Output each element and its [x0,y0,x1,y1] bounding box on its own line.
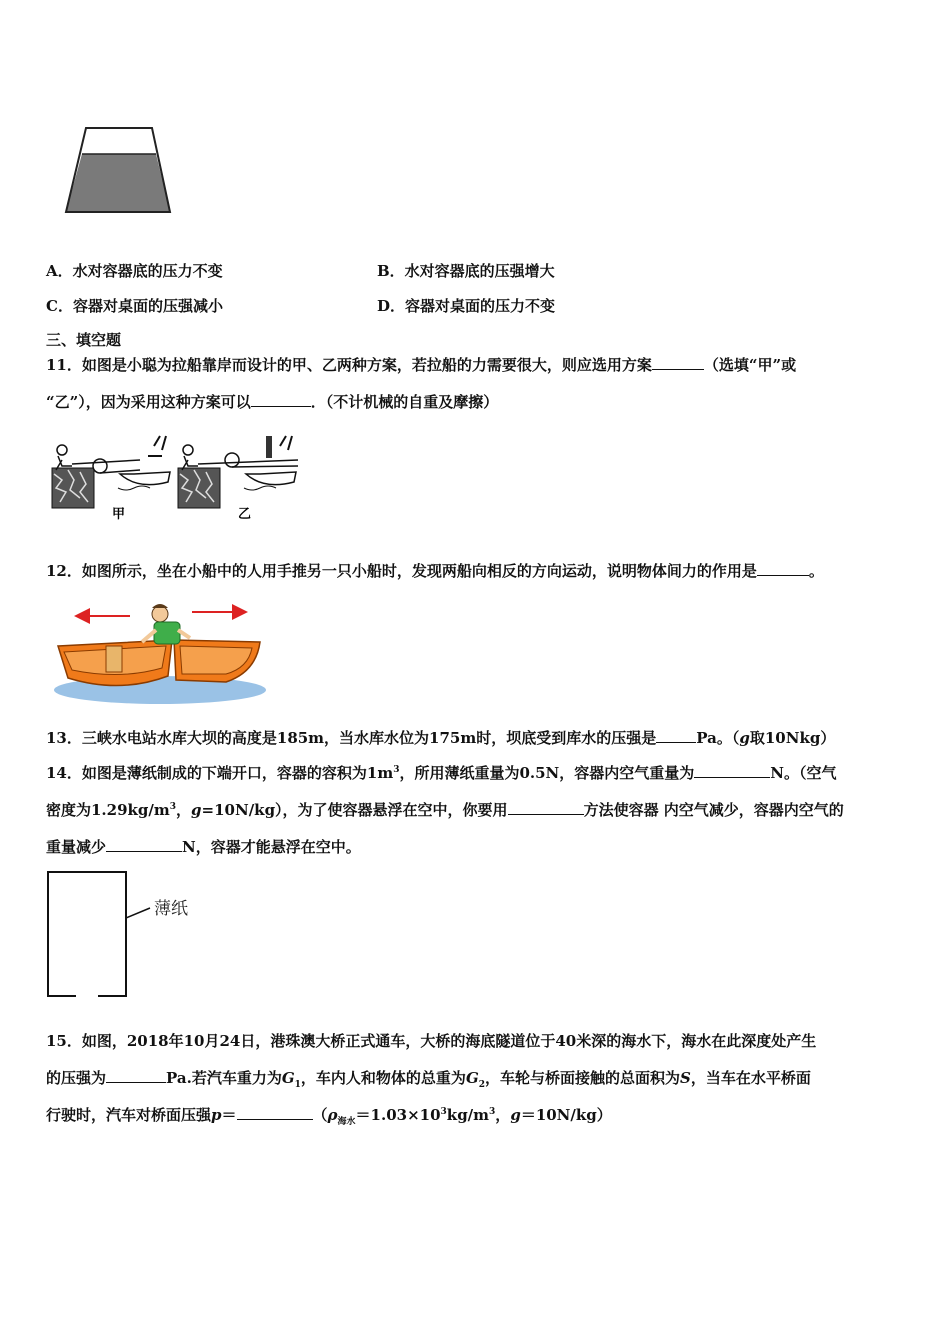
answer-blank[interactable] [237,1105,313,1120]
answer-blank[interactable] [508,800,584,815]
q15-line1: 15．如图，2018年10月24日，港珠澳大桥正式通车，大桥的海底隧道位于40米深的海水下，海水在此深度处产生 [46,1032,817,1050]
answer-blank[interactable] [656,728,696,743]
q14-line2: 密度为$1.29kg/m^3$，g=10N/kg），为了使容器悬浮在空中，你要用 方法使容器 内空气减少，容器内空气的 [46,801,844,819]
q15-line2: 的压强为 Pa.若汽车重力为$G_1$，车内人和物体的总重为$G_2$，车轮与桥面接触的总面积为S，当车在水平桥面 [46,1069,811,1090]
person-body [154,622,180,644]
person-head [152,606,168,622]
q11-line1: 11．如图是小聪为拉船靠岸而设计的甲、乙两种方案，若拉船的力需要很大，则应选用方案 （选填“甲”或 [46,356,797,374]
section-title: 三、填空题 [46,331,122,349]
q13-line: 13．三峡水电站水库大坝的高度是185m，当水库水位为175m时，坝底受到库水的压强是 Pa。（g取10Nkg） [46,729,836,747]
option-b: B．水对容器底的压强增大 [377,262,555,280]
container-figure [60,122,176,216]
option-d: D．容器对桌面的压力不变 [377,297,556,315]
pulley-figure [48,430,308,526]
paper-label: 薄纸 [154,899,188,919]
label-yi: 乙 [238,507,252,522]
option-a: A．水对容器底的压力不变 [46,262,223,280]
q12-line: 12．如图所示，坐在小船中的人用手推另一只小船时，发现两船向相反的方向运动，说明物体间力的作用是 。 [46,562,824,580]
answer-blank[interactable] [757,561,809,576]
paper-container-figure [44,868,204,1004]
answer-blank[interactable] [652,355,704,370]
boats-figure [50,598,270,708]
answer-blank[interactable] [251,392,311,407]
label-leader [126,908,150,918]
scheme-yi [178,436,298,508]
q11-line2: “乙”），因为采用这种方案可以 ．（不计机械的自重及摩擦） [46,393,499,411]
answer-blank[interactable] [106,837,182,852]
option-c: C．容器对桌面的压强减小 [46,297,223,315]
water-fill [66,154,170,212]
q15-line3: 行驶时，汽车对桥面压强$p= (\rho_{海水}=1.03\times 10^3kg/m^3$，g＝10N/kg） [46,1106,612,1127]
scheme-jia [52,436,170,508]
container-outline [48,872,126,996]
answer-blank[interactable] [694,763,770,778]
answer-blank[interactable] [106,1068,166,1083]
label-jia: 甲 [112,507,126,522]
q14-line1: 14．如图是薄纸制成的下端开口，容器的容积为$1m^3$，所用薄纸重量为0.5N，容器内空气重量为 N。（空气 [46,764,837,782]
q14-line3: 重量减少 N，容器才能悬浮在空中。 [46,838,361,856]
